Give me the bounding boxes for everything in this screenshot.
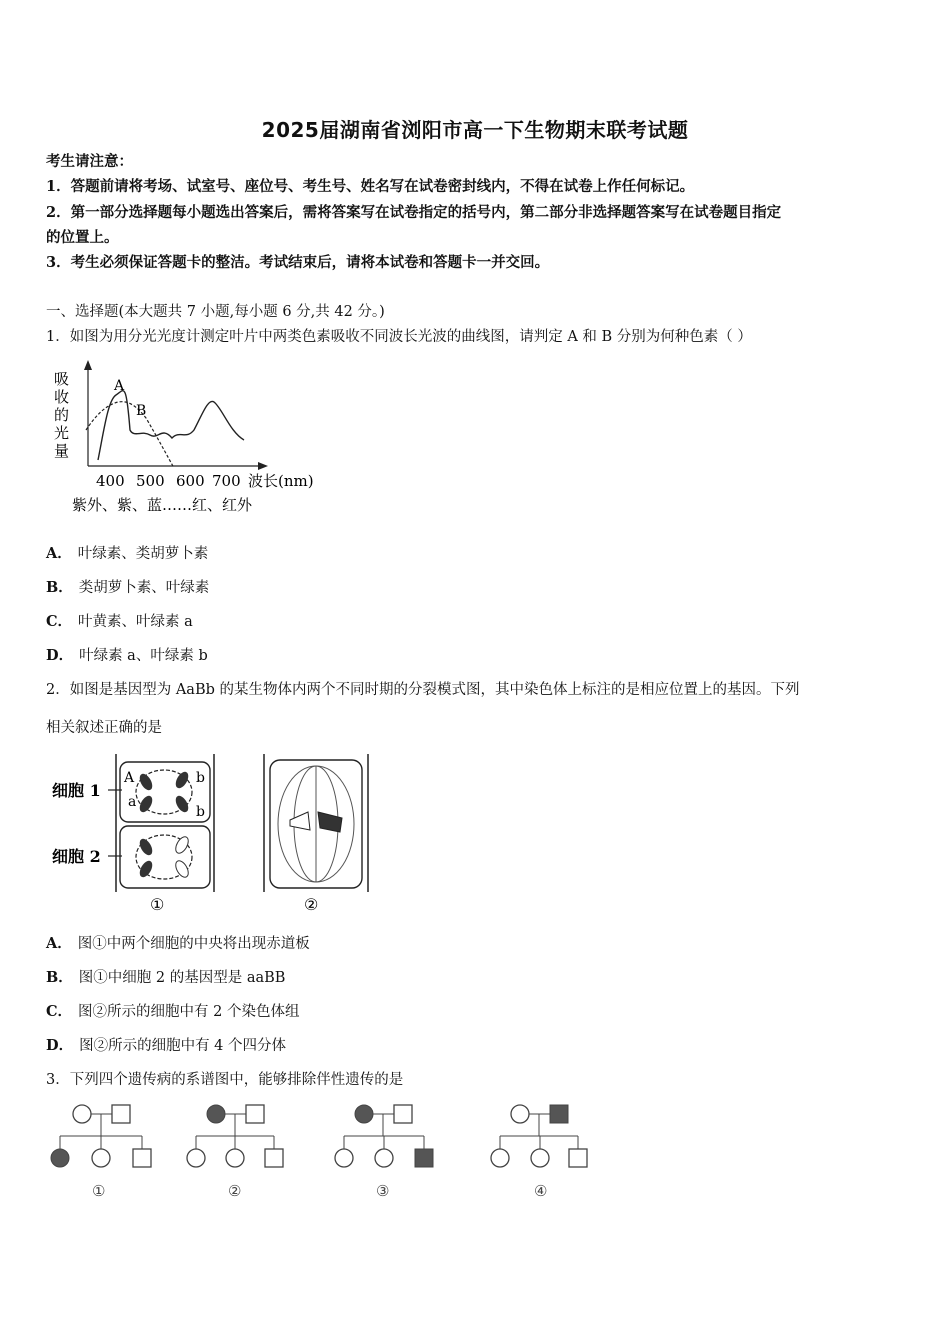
chromosome (137, 859, 155, 880)
parent-male (394, 1105, 412, 1123)
q1-option-b[interactable] (46, 578, 209, 598)
child-female (187, 1149, 205, 1167)
option-text: 叶绿素、类胡萝卜素 (77, 546, 209, 562)
curve-a-label: A (114, 378, 125, 394)
child-female (531, 1149, 549, 1167)
cell1-label: 细胞 1 (52, 781, 101, 800)
pedigree-label: ④ (534, 1182, 548, 1200)
ylabel-char: 吸 (54, 370, 70, 388)
figure-1-label: ① (150, 895, 165, 914)
parent-female-affected (355, 1105, 373, 1123)
parent-male (112, 1105, 130, 1123)
child-female-affected (51, 1149, 69, 1167)
child-male (265, 1149, 283, 1167)
ylabel-char: 的 (54, 406, 70, 424)
q1-option-c[interactable] (46, 612, 193, 632)
tetrad (290, 812, 310, 830)
q1-option-a[interactable] (46, 544, 208, 564)
curve-b (86, 402, 174, 468)
parent-female (73, 1105, 91, 1123)
child-male (133, 1149, 151, 1167)
pedigree-figure (46, 1098, 606, 1203)
curve-b-label: B (136, 403, 147, 419)
x-tick-700: 700 (212, 472, 241, 490)
pedigree-2 (187, 1105, 283, 1200)
x-axis-arrow (258, 462, 268, 470)
q2-option-a[interactable] (46, 934, 310, 954)
chromosome (137, 794, 155, 815)
child-female (92, 1149, 110, 1167)
pedigree-label: ③ (376, 1182, 390, 1200)
option-text: 图①中两个细胞的中央将出现赤道板 (77, 936, 310, 952)
cell-division-figure (46, 750, 376, 920)
option-text: 图②所示的细胞中有 2 个染色体组 (78, 1004, 300, 1020)
pedigree-3 (335, 1105, 433, 1200)
spectrum-label: 紫外、紫、蓝……红、红外 (72, 496, 253, 514)
pedigree-1 (51, 1105, 151, 1200)
option-key: A． (46, 935, 72, 952)
ylabel-char: 收 (54, 388, 70, 406)
page-title: 2025届湖南省浏阳市高一下生物期末联考试题 (261, 118, 689, 142)
parent-male (246, 1105, 264, 1123)
q2-stem-cont: 相关叙述正确的是 (46, 720, 162, 736)
notice-item-2-cont: 的位置上。 (46, 229, 119, 246)
q2-option-d[interactable] (46, 1036, 286, 1056)
absorption-spectrum-figure (46, 360, 336, 520)
pedigree-label: ② (228, 1182, 242, 1200)
q2-option-c[interactable] (46, 1002, 300, 1022)
gene-label: a (128, 794, 137, 810)
notice-item-1: 1．答题前请将考场、试室号、座位号、考生号、姓名写在试卷密封线内，不得在试卷上作任何标记。 (46, 178, 695, 195)
notice-heading: 考生请注意： (46, 153, 133, 170)
q2-option-b[interactable] (46, 968, 285, 988)
child-male (569, 1149, 587, 1167)
pedigree-label: ① (92, 1182, 106, 1200)
option-text: 图①中细胞 2 的基因型是 aaBB (78, 970, 286, 986)
option-text: 叶黄素、叶绿素 a (78, 614, 193, 630)
parent-male-affected (550, 1105, 568, 1123)
gene-label: b (196, 770, 205, 786)
child-female (375, 1149, 393, 1167)
parent-female-affected (207, 1105, 225, 1123)
child-female (226, 1149, 244, 1167)
child-female (491, 1149, 509, 1167)
option-text: 图②所示的细胞中有 4 个四分体 (79, 1038, 287, 1054)
pedigree-4 (491, 1105, 587, 1200)
option-key: C． (46, 613, 73, 630)
y-axis-arrow (84, 360, 92, 370)
option-text: 类胡萝卜素、叶绿素 (78, 580, 210, 596)
option-text: 叶绿素 a、叶绿素 b (79, 648, 208, 664)
option-key: A． (46, 545, 72, 562)
option-key: C． (46, 1003, 73, 1020)
ylabel-char: 光 (54, 424, 70, 442)
notice-item-2: 2．第一部分选择题每小题选出答案后，需将答案写在试卷指定的括号内，第二部分非选择题答案写在试卷题目指定 (46, 204, 782, 221)
q1-option-d[interactable] (46, 646, 208, 666)
option-key: D． (46, 647, 74, 664)
option-key: B． (46, 579, 73, 596)
tetrad (318, 812, 342, 832)
option-key: D． (46, 1037, 74, 1054)
option-key: B． (46, 969, 73, 986)
child-female (335, 1149, 353, 1167)
ylabel-char: 量 (54, 442, 70, 460)
cell2-label: 细胞 2 (52, 847, 101, 866)
q1-stem: 1．如图为用分光光度计测定叶片中两类色素吸收不同波长光波的曲线图，请判定 A 和 B 分别为何种色素（ ） (46, 329, 752, 345)
x-tick-500: 500 (136, 472, 165, 490)
curve-a (98, 391, 244, 460)
figure-2-label: ② (304, 895, 319, 914)
x-tick-400: 400 (96, 472, 125, 490)
q2-stem: 2．如图是基因型为 AaBb 的某生物体内两个不同时期的分裂模式图，其中染色体上标注的是相应位置上的基因。下列 (46, 682, 800, 698)
section-heading: 一、选择题(本大题共 7 小题,每小题 6 分,共 42 分。) (46, 304, 385, 320)
gene-label: A (124, 770, 135, 786)
parent-female (511, 1105, 529, 1123)
x-axis-label: 波长(nm) (248, 472, 314, 490)
notice-item-3: 3．考生必须保证答题卡的整洁。考试结束后，请将本试卷和答题卡一并交回。 (46, 254, 550, 271)
child-male-affected (415, 1149, 433, 1167)
q3-stem: 3．下列四个遗传病的系谱图中，能够排除伴性遗传的是 (46, 1072, 404, 1088)
gene-label: b (196, 804, 205, 820)
x-tick-600: 600 (176, 472, 205, 490)
